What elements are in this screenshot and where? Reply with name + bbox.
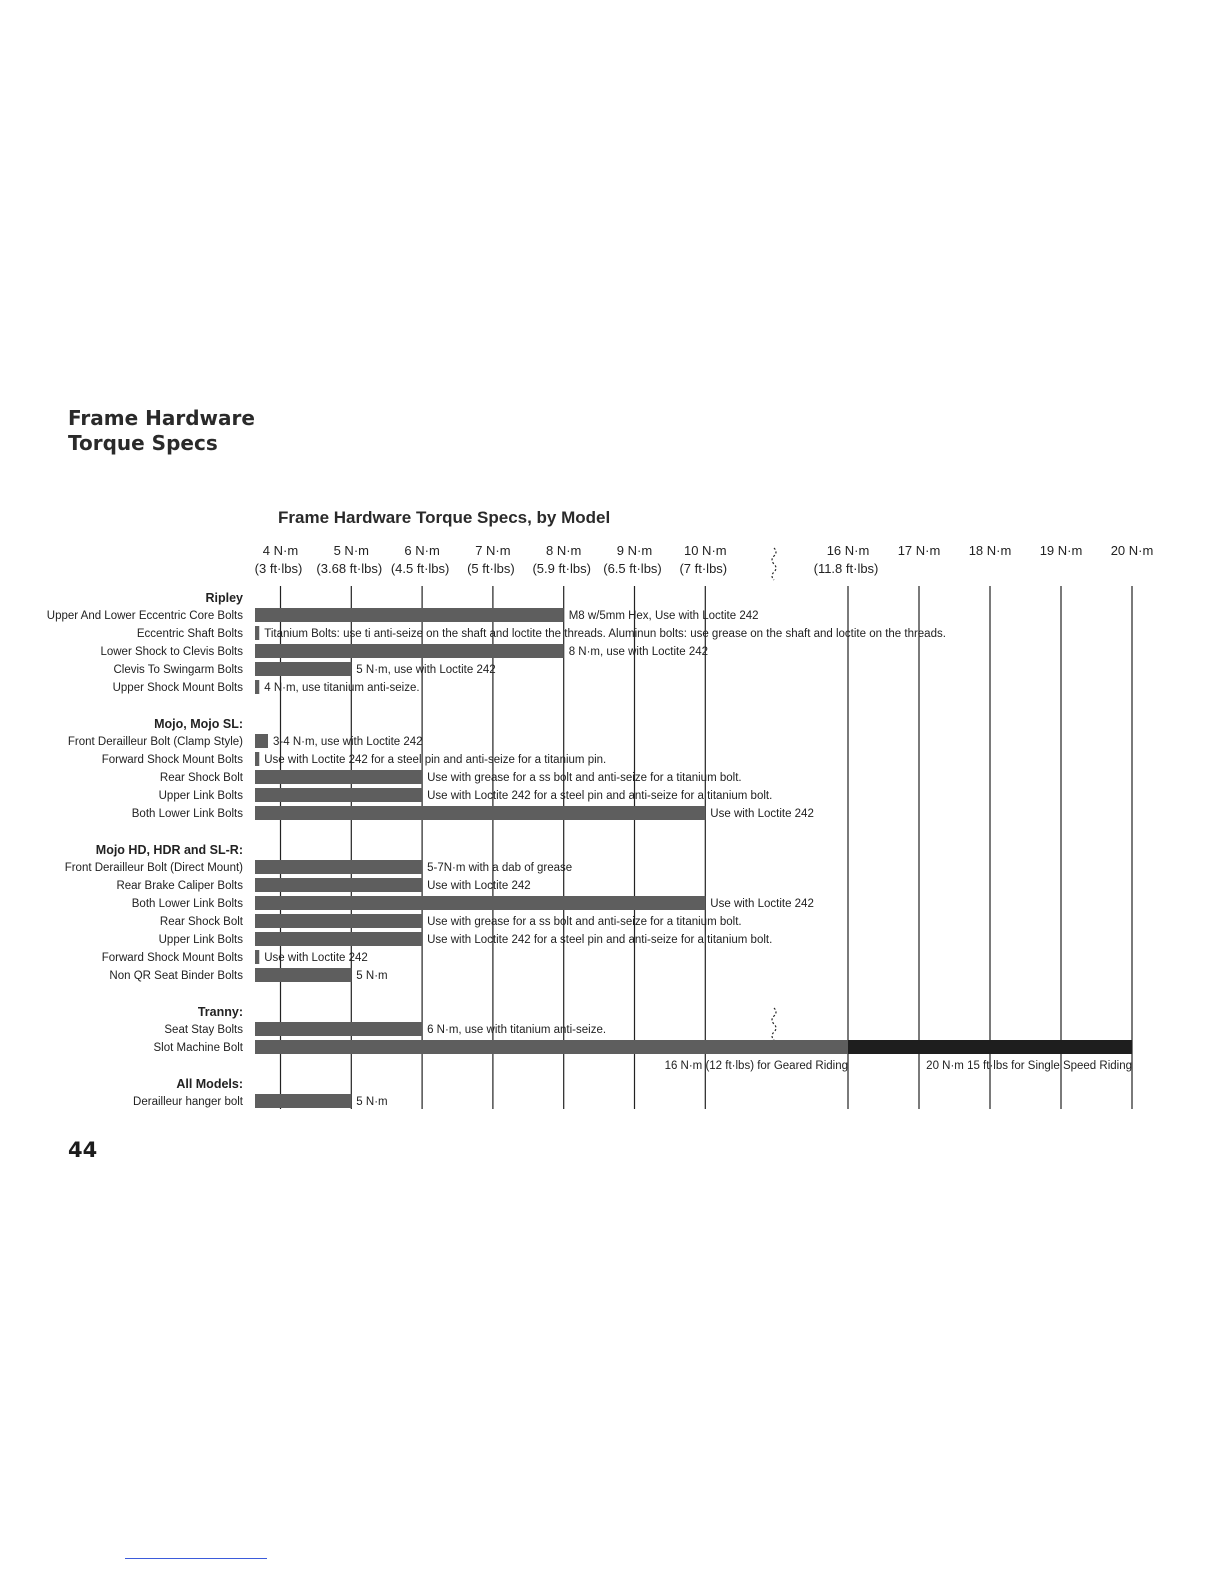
row-label-4-0: Derailleur hanger bolt	[133, 1096, 243, 1108]
bar-note-0-4: 4 N·m, use titanium anti-seize.	[264, 682, 420, 694]
group-label-2: Mojo HD, HDR and SL-R:	[95, 843, 243, 857]
page-heading-line-2: Torque Specs	[68, 431, 218, 455]
bar-note-2-3: Use with grease for a ss bolt and anti-seize for a titanium bolt.	[427, 916, 742, 928]
bar-2-1	[255, 878, 422, 892]
row-label-2-3: Rear Shock Bolt	[159, 916, 243, 928]
bar-2-4	[255, 932, 422, 946]
row-label-0-0: Upper And Lower Eccentric Core Bolts	[46, 610, 243, 622]
bar-1-4	[255, 806, 705, 820]
chart-title: Frame Hardware Torque Specs, by Model	[278, 508, 611, 527]
bar-1-0	[255, 734, 268, 748]
axis-break-top	[772, 548, 776, 580]
page-heading-line-1: Frame Hardware	[68, 406, 255, 430]
bar-2-6	[255, 968, 351, 982]
bar-3-1	[255, 1040, 848, 1054]
page-number: 44	[68, 1138, 98, 1162]
row-label-3-0: Seat Stay Bolts	[164, 1024, 243, 1036]
bar-note-0-2: 8 N·m, use with Loctite 242	[568, 646, 709, 658]
bar-note-0-3: 5 N·m, use with Loctite 242	[356, 664, 496, 676]
bar-note-2-1: Use with Loctite 242	[427, 880, 531, 892]
bar-4-0	[255, 1094, 351, 1108]
bar-0-4	[255, 680, 259, 694]
bar-2-2	[255, 896, 705, 910]
row-label-1-4: Both Lower Link Bolts	[131, 808, 243, 820]
row-label-2-6: Non QR Seat Binder Bolts	[109, 970, 243, 982]
group-label-4: All Models:	[176, 1077, 243, 1091]
bar-0-1	[255, 626, 259, 640]
tick-label-4: 4 N·m	[262, 543, 299, 558]
bar-0-0	[255, 608, 564, 622]
footer-rule	[125, 1558, 267, 1559]
tick-label-16: 16 N·m	[826, 543, 870, 558]
tick-sublabel-7: (5 ft·lbs)	[467, 561, 515, 576]
row-label-0-2: Lower Shock to Clevis Bolts	[100, 646, 243, 658]
row-label-2-4: Upper Link Bolts	[158, 934, 243, 946]
bar-2-0	[255, 860, 422, 874]
bar-1-2	[255, 770, 422, 784]
bar-note-2-5: Use with Loctite 242	[264, 952, 368, 964]
bar-note-3-1: 16 N·m (12 ft·lbs) for Geared Riding	[664, 1060, 848, 1072]
axis-break-tranny	[772, 1008, 776, 1040]
tick-label-20: 20 N·m	[1110, 543, 1154, 558]
bar-note-1-3: Use with Loctite 242 for a steel pin and anti-seize for a titanium bolt.	[427, 790, 773, 802]
bar-1-3	[255, 788, 422, 802]
bar-1-1	[255, 752, 259, 766]
tick-sublabel-5: (3.68 ft·lbs)	[316, 561, 383, 576]
tick-sublabel-9: (6.5 ft·lbs)	[603, 561, 662, 576]
row-label-2-0: Front Derailleur Bolt (Direct Mount)	[64, 862, 243, 874]
tick-sublabel-8: (5.9 ft·lbs)	[532, 561, 591, 576]
bar-3-0	[255, 1022, 422, 1036]
bar-note-0-1: Titanium Bolts: use ti anti-seize on the shaft and loctite the threads. Aluminun bolts: use grease on the shaft and loctite on the threads.	[264, 628, 946, 640]
row-label-0-3: Clevis To Swingarm Bolts	[113, 664, 243, 676]
row-label-2-1: Rear Brake Caliper Bolts	[116, 880, 243, 892]
tick-label-7: 7 N·m	[475, 543, 511, 558]
bar-extended-3-1	[848, 1040, 1132, 1054]
group-label-0: Ripley	[205, 591, 243, 605]
row-label-1-0: Front Derailleur Bolt (Clamp Style)	[67, 736, 243, 748]
tick-label-5: 5 N·m	[333, 543, 369, 558]
tick-sublabel-4: (3 ft·lbs)	[254, 561, 303, 576]
bar-note-2-6: 5 N·m	[356, 970, 388, 982]
bar-0-2	[255, 644, 564, 658]
row-label-0-4: Upper Shock Mount Bolts	[112, 682, 243, 694]
bar-note-0-0: M8 w/5mm Hex, Use with Loctite 242	[568, 610, 759, 622]
bar-note-2-0: 5-7N·m with a dab of grease	[427, 862, 573, 874]
bar-note-1-0: 3-4 N·m, use with Loctite 242	[273, 736, 423, 748]
group-label-1: Mojo, Mojo SL:	[154, 717, 243, 731]
row-label-2-5: Forward Shock Mount Bolts	[101, 952, 243, 964]
row-label-1-3: Upper Link Bolts	[158, 790, 243, 802]
tick-label-6: 6 N·m	[404, 543, 440, 558]
tick-label-10: 10 N·m	[683, 543, 727, 558]
bar-2-3	[255, 914, 422, 928]
bar-note-1-2: Use with grease for a ss bolt and anti-seize for a titanium bolt.	[427, 772, 742, 784]
bar-note-2-4: Use with Loctite 242 for a steel pin and anti-seize for a titanium bolt.	[427, 934, 773, 946]
bar-note-1-4: Use with Loctite 242	[710, 808, 814, 820]
tick-label-9: 9 N·m	[616, 543, 653, 558]
tick-label-8: 8 N·m	[546, 543, 582, 558]
tick-sublabel-16: (11.8 ft·lbs)	[813, 561, 879, 576]
row-label-2-2: Both Lower Link Bolts	[131, 898, 243, 910]
tick-label-19: 19 N·m	[1039, 543, 1083, 558]
group-label-3: Tranny:	[197, 1005, 243, 1019]
bar-note-extended-3-1: 20 N·m 15 ft·lbs for Single Speed Riding	[926, 1060, 1132, 1072]
bar-2-5	[255, 950, 259, 964]
bar-0-3	[255, 662, 351, 676]
row-label-1-2: Rear Shock Bolt	[159, 772, 243, 784]
tick-sublabel-6: (4.5 ft·lbs)	[390, 561, 450, 576]
tick-sublabel-10: (7 ft·lbs)	[679, 561, 728, 576]
row-label-3-1: Slot Machine Bolt	[153, 1042, 243, 1054]
bar-note-4-0: 5 N·m	[356, 1096, 388, 1108]
tick-label-18: 18 N·m	[968, 543, 1012, 558]
row-label-1-1: Forward Shock Mount Bolts	[101, 754, 243, 766]
bar-note-1-1: Use with Loctite 242 for a steel pin and anti-seize for a titanium pin.	[264, 754, 607, 766]
bar-note-2-2: Use with Loctite 242	[710, 898, 814, 910]
row-label-0-1: Eccentric Shaft Bolts	[136, 628, 243, 640]
bar-note-3-0: 6 N·m, use with titanium anti-seize.	[427, 1024, 607, 1036]
tick-label-17: 17 N·m	[897, 543, 941, 558]
